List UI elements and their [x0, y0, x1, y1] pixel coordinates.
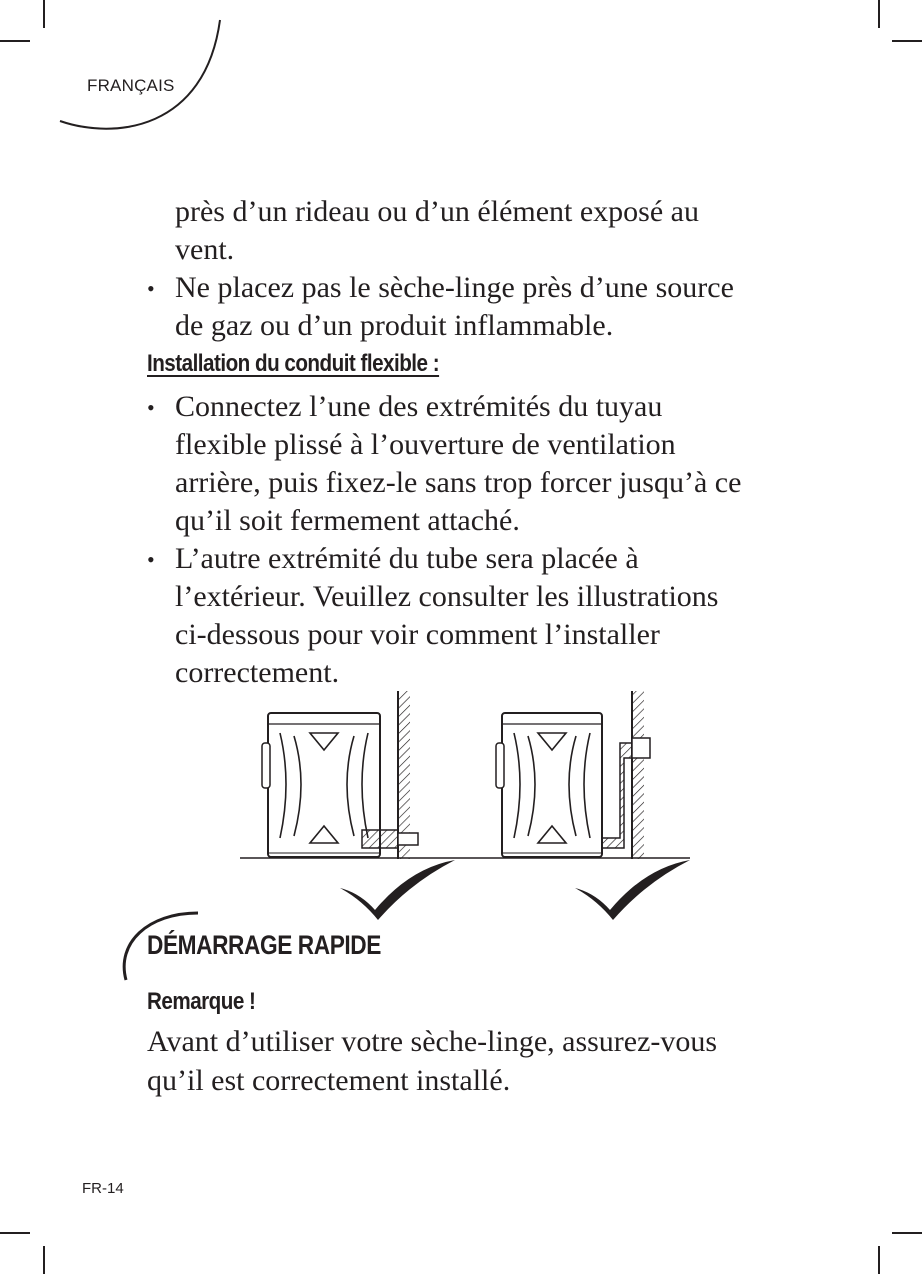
dryer-body-right: [502, 713, 602, 857]
continuation-line-1: près d’un rideau ou d’un élément exposé au: [175, 195, 699, 228]
note-heading: Remarque !: [147, 988, 256, 1015]
continuation-line-2: vent.: [175, 233, 235, 266]
quick-start-title: DÉMARRAGE RAPIDE: [147, 930, 381, 960]
install-bullet-1-line-4: qu’il soit fermement attaché.: [175, 504, 520, 537]
checkmark-icon-right: [575, 860, 690, 920]
dryer-door-handle-right: [496, 743, 504, 788]
install-bullet-1-line-1: Connectez l’une des extrémités du tuyau: [175, 390, 663, 423]
placement-bullet-line-1: Ne placez pas le sèche-linge près d’une source: [175, 271, 734, 304]
install-bullet-2-line-3: ci-dessous pour voir comment l’installer: [175, 618, 660, 651]
language-label: FRANÇAIS: [87, 76, 175, 95]
install-bullet-1-line-2: flexible plissé à l’ouverture de ventilation: [175, 428, 676, 461]
install-bullet-1-line-3: arrière, puis fixez-le sans trop forcer jusqu’à ce: [175, 466, 742, 499]
crop-mark-bottom-right-v: [878, 1246, 880, 1274]
duct-vertical: [602, 743, 632, 848]
bullet-marker: •: [147, 276, 155, 301]
install-bullet-2-line-4: correctement.: [175, 656, 340, 689]
duct-installation-illustration: [240, 688, 690, 923]
bullet-marker: •: [147, 547, 155, 572]
note-line-2: qu’il est correctement installé.: [147, 1064, 511, 1097]
crop-mark-top-right-h: [892, 40, 922, 42]
dryer-left-drawing: [262, 691, 418, 859]
install-bullet-2-line-2: l’extérieur. Veuillez consulter les illustrations: [175, 580, 719, 613]
crop-mark-top-right-v: [878, 0, 880, 28]
placement-bullet-line-2: de gaz ou d’un produit inflammable.: [175, 309, 614, 342]
dryer-door-handle-left: [262, 743, 270, 788]
install-bullet-2-line-1: L’autre extrémité du tube sera placée à: [175, 542, 639, 575]
note-line-1: Avant d’utiliser votre sèche-linge, assurez-vous: [147, 1025, 718, 1058]
bullet-marker: •: [147, 395, 155, 420]
page-number: FR-14: [82, 1180, 124, 1197]
crop-mark-bottom-left-v: [43, 1246, 45, 1274]
checkmark-icon-left: [340, 860, 455, 920]
installation-heading: Installation du conduit flexible :: [147, 350, 440, 377]
crop-mark-bottom-right-h: [892, 1232, 922, 1234]
duct-straight: [362, 830, 398, 848]
crop-mark-bottom-left-h: [0, 1232, 30, 1234]
dryer-right-drawing: [496, 691, 650, 859]
crop-mark-top-left-h: [0, 40, 30, 42]
wall-hatching-right: [632, 691, 644, 859]
crop-mark-top-left-v: [43, 0, 45, 28]
